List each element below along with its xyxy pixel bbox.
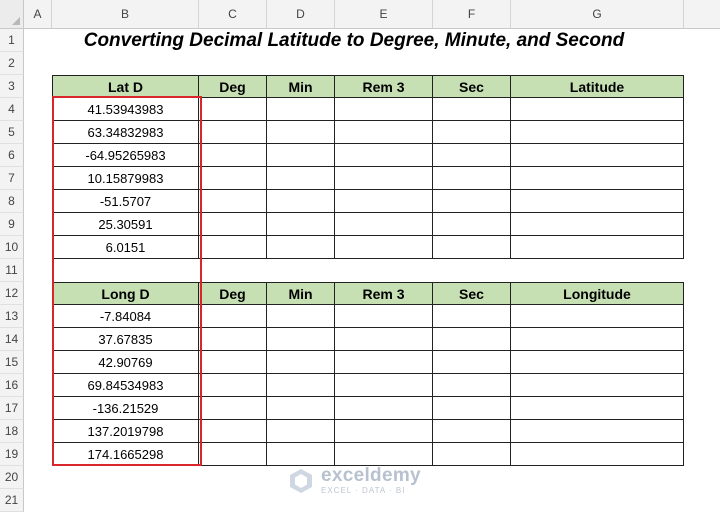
exceldemy-watermark (287, 463, 437, 499)
long-value-cell[interactable]: -7.84084 (52, 305, 199, 328)
long-empty-cell[interactable] (267, 305, 335, 328)
long-value-cell[interactable]: -136.21529 (52, 397, 199, 420)
lat-empty-cell[interactable] (511, 236, 684, 259)
lat-empty-cell[interactable] (199, 190, 267, 213)
row-header-20[interactable]: 20 (0, 466, 24, 489)
long-header-long-d[interactable]: Long D (52, 282, 199, 305)
column-header-f[interactable]: F (433, 0, 511, 29)
row-header-5[interactable]: 5 (0, 121, 24, 144)
long-value-cell[interactable]: 42.90769 (52, 351, 199, 374)
long-header-min[interactable]: Min (267, 282, 335, 305)
lat-empty-cell[interactable] (199, 236, 267, 259)
long-empty-cell[interactable] (511, 328, 684, 351)
lat-empty-cell[interactable] (511, 213, 684, 236)
long-empty-cell[interactable] (511, 443, 684, 466)
lat-empty-cell[interactable] (511, 144, 684, 167)
lat-empty-cell[interactable] (433, 167, 511, 190)
long-empty-cell[interactable] (335, 397, 433, 420)
row-header-9[interactable]: 9 (0, 213, 24, 236)
sheet-title[interactable]: Converting Decimal Latitude to Degree, Minute, and Second (83, 29, 625, 51)
column-header-b[interactable]: B (52, 0, 199, 29)
row-header-16[interactable]: 16 (0, 374, 24, 397)
long-empty-cell[interactable] (433, 351, 511, 374)
lat-empty-cell[interactable] (433, 144, 511, 167)
lat-empty-cell[interactable] (199, 144, 267, 167)
lat-empty-cell[interactable] (267, 236, 335, 259)
lat-empty-cell[interactable] (335, 98, 433, 121)
row-header-12[interactable]: 12 (0, 282, 24, 305)
lat-empty-cell[interactable] (511, 190, 684, 213)
lat-empty-cell[interactable] (335, 190, 433, 213)
row-header-6[interactable]: 6 (0, 144, 24, 167)
watermark-tagline: EXCEL · DATA · BI (321, 486, 406, 495)
long-value-cell[interactable]: 174.1665298 (52, 443, 199, 466)
long-empty-cell[interactable] (511, 397, 684, 420)
row-header-10[interactable]: 10 (0, 236, 24, 259)
long-empty-cell[interactable] (267, 397, 335, 420)
long-header-deg[interactable]: Deg (199, 282, 267, 305)
lat-empty-cell[interactable] (267, 98, 335, 121)
long-empty-cell[interactable] (267, 374, 335, 397)
lat-header-deg[interactable]: Deg (199, 75, 267, 98)
lat-header-lat-d[interactable]: Lat D (52, 75, 199, 98)
row-header-21[interactable]: 21 (0, 489, 24, 512)
column-header-a[interactable]: A (24, 0, 52, 29)
lat-empty-cell[interactable] (267, 144, 335, 167)
long-empty-cell[interactable] (335, 420, 433, 443)
long-empty-cell[interactable] (199, 397, 267, 420)
row-header-17[interactable]: 17 (0, 397, 24, 420)
long-empty-cell[interactable] (199, 443, 267, 466)
watermark-name: exceldemy (321, 465, 421, 486)
long-value-cell[interactable]: 69.84534983 (52, 374, 199, 397)
lat-value-cell[interactable]: 41.53943983 (52, 98, 199, 121)
long-empty-cell[interactable] (511, 420, 684, 443)
lat-empty-cell[interactable] (335, 121, 433, 144)
long-empty-cell[interactable] (433, 328, 511, 351)
long-value-cell[interactable]: 137.2019798 (52, 420, 199, 443)
lat-empty-cell[interactable] (267, 190, 335, 213)
lat-empty-cell[interactable] (267, 121, 335, 144)
lat-value-cell[interactable]: -51.5707 (52, 190, 199, 213)
lat-empty-cell[interactable] (199, 121, 267, 144)
long-empty-cell[interactable] (199, 374, 267, 397)
long-empty-cell[interactable] (511, 305, 684, 328)
long-empty-cell[interactable] (433, 374, 511, 397)
lat-header-min[interactable]: Min (267, 75, 335, 98)
lat-empty-cell[interactable] (433, 98, 511, 121)
lat-empty-cell[interactable] (433, 213, 511, 236)
row-header-4[interactable]: 4 (0, 98, 24, 121)
long-empty-cell[interactable] (335, 374, 433, 397)
row-header-15[interactable]: 15 (0, 351, 24, 374)
lat-value-cell[interactable]: 63.34832983 (52, 121, 199, 144)
exceldemy-logo-icon (287, 467, 315, 495)
lat-header-latitude[interactable]: Latitude (511, 75, 684, 98)
long-empty-cell[interactable] (511, 351, 684, 374)
column-header-filler (684, 0, 720, 29)
lat-empty-cell[interactable] (199, 167, 267, 190)
row-header-14[interactable]: 14 (0, 328, 24, 351)
long-empty-cell[interactable] (335, 351, 433, 374)
lat-value-cell[interactable]: -64.95265983 (52, 144, 199, 167)
long-empty-cell[interactable] (267, 420, 335, 443)
long-empty-cell[interactable] (199, 420, 267, 443)
long-empty-cell[interactable] (267, 328, 335, 351)
lat-empty-cell[interactable] (335, 213, 433, 236)
lat-empty-cell[interactable] (335, 167, 433, 190)
row-header-13[interactable]: 13 (0, 305, 24, 328)
select-all-corner[interactable] (0, 0, 24, 29)
long-empty-cell[interactable] (199, 305, 267, 328)
long-empty-cell[interactable] (335, 305, 433, 328)
column-header-c[interactable]: C (199, 0, 267, 29)
long-value-cell[interactable]: 37.67835 (52, 328, 199, 351)
long-empty-cell[interactable] (433, 443, 511, 466)
lat-value-cell[interactable]: 25.30591 (52, 213, 199, 236)
lat-empty-cell[interactable] (267, 213, 335, 236)
row-header-3[interactable]: 3 (0, 75, 24, 98)
lat-empty-cell[interactable] (511, 121, 684, 144)
long-empty-cell[interactable] (433, 420, 511, 443)
lat-empty-cell[interactable] (511, 167, 684, 190)
lat-value-cell[interactable]: 6.0151 (52, 236, 199, 259)
row-header-11[interactable]: 11 (0, 259, 24, 282)
long-empty-cell[interactable] (433, 305, 511, 328)
long-empty-cell[interactable] (199, 351, 267, 374)
long-empty-cell[interactable] (199, 328, 267, 351)
long-empty-cell[interactable] (335, 328, 433, 351)
lat-empty-cell[interactable] (335, 144, 433, 167)
row-header-2[interactable]: 2 (0, 52, 24, 75)
row-header-19[interactable]: 19 (0, 443, 24, 466)
long-empty-cell[interactable] (267, 351, 335, 374)
row-header-18[interactable]: 18 (0, 420, 24, 443)
long-empty-cell[interactable] (433, 397, 511, 420)
lat-value-cell[interactable]: 10.15879983 (52, 167, 199, 190)
long-header-rem-3[interactable]: Rem 3 (335, 282, 433, 305)
lat-empty-cell[interactable] (433, 236, 511, 259)
long-empty-cell[interactable] (511, 374, 684, 397)
column-header-g[interactable]: G (511, 0, 684, 29)
lat-header-rem-3[interactable]: Rem 3 (335, 75, 433, 98)
row-header-7[interactable]: 7 (0, 167, 24, 190)
lat-empty-cell[interactable] (433, 121, 511, 144)
lat-empty-cell[interactable] (511, 98, 684, 121)
lat-empty-cell[interactable] (267, 167, 335, 190)
lat-empty-cell[interactable] (433, 190, 511, 213)
lat-header-sec[interactable]: Sec (433, 75, 511, 98)
lat-empty-cell[interactable] (199, 213, 267, 236)
lat-empty-cell[interactable] (335, 236, 433, 259)
row-header-8[interactable]: 8 (0, 190, 24, 213)
long-header-sec[interactable]: Sec (433, 282, 511, 305)
row-header-1[interactable]: 1 (0, 29, 24, 52)
long-header-longitude[interactable]: Longitude (511, 282, 684, 305)
column-header-e[interactable]: E (335, 0, 433, 29)
lat-empty-cell[interactable] (199, 98, 267, 121)
column-header-d[interactable]: D (267, 0, 335, 29)
